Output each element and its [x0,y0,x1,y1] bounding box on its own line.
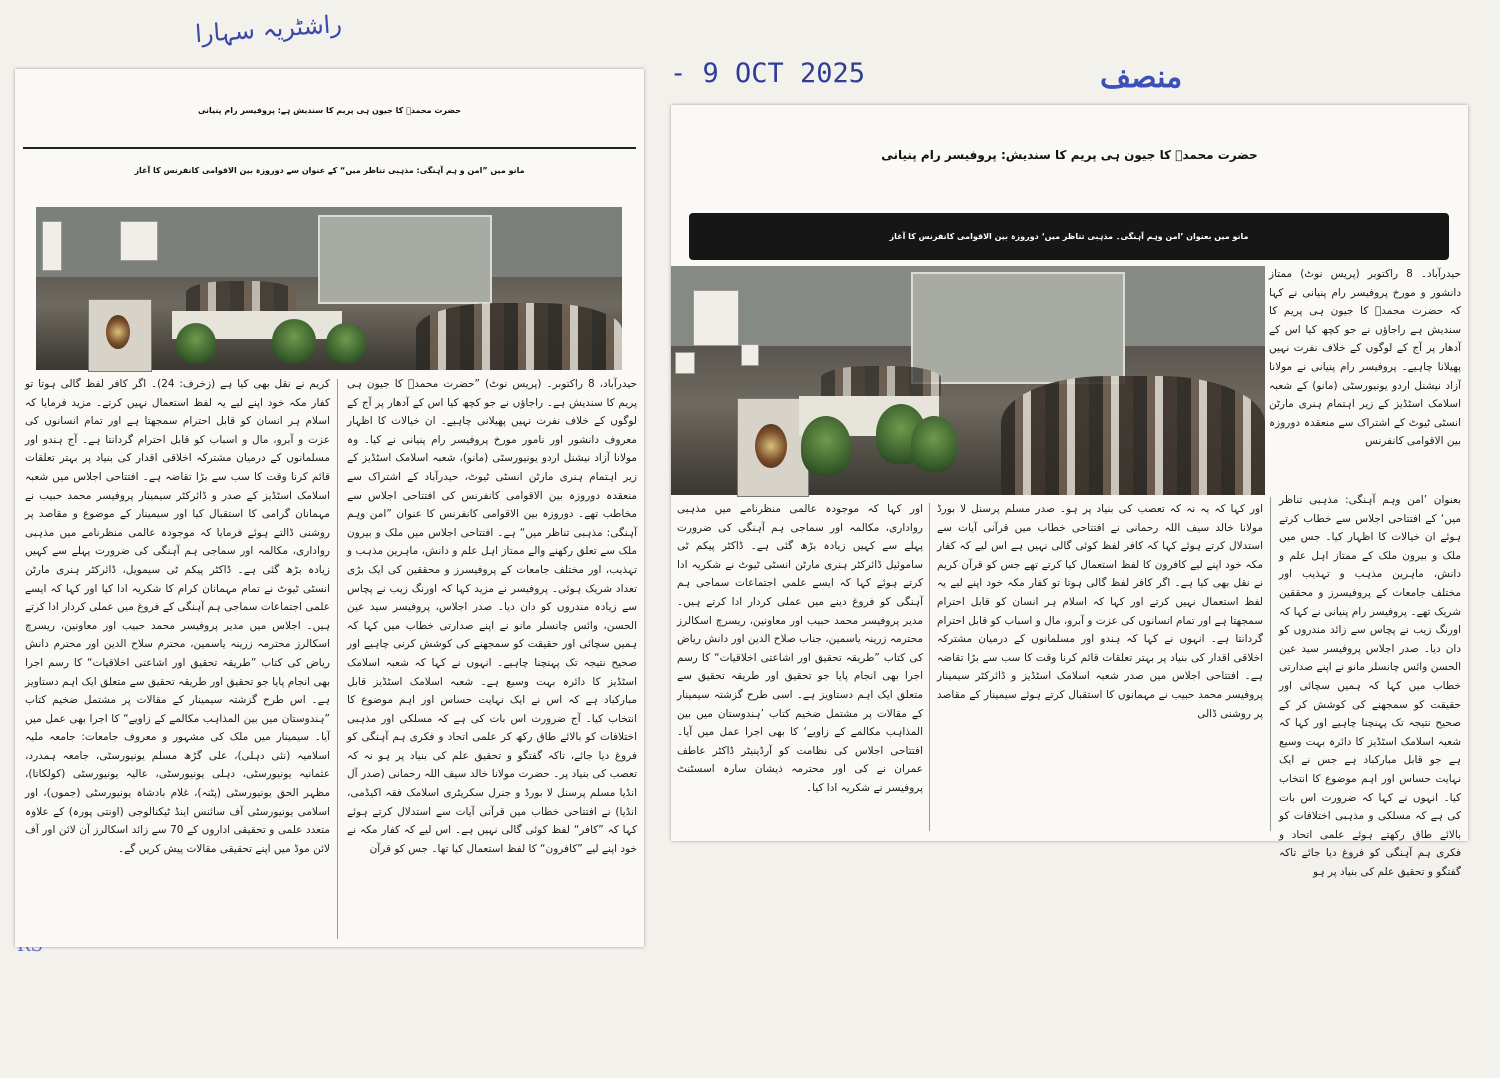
right-headline: حضرت محمدؐ کا جیون ہی پریم کا سندیش: پروفیسر رام پنیانی [881,148,1258,162]
left-photo-audience [416,303,622,370]
right-clipping [671,105,1468,878]
date-stamp: - 9 OCT 2025 [670,58,866,89]
right-photo-projection-screen [911,272,1125,384]
left-col-right: حیدرآباد، 8 راکتوبر۔ (پریس نوٹ) ”حضرت محمدؐ کا جیون ہی پریم کا سندیش ہے۔ راجاؤں نے جو کچھ کیا اس کے آدھار پر آج کے لوگوں کے خلاف نفرت نہیں پھیلانی چاہیے۔ ان خیالات کا اظہار معروف دانشور اور نامور مورخ پروفیسر رام پنیانی نے کیا۔ وہ مولانا آزاد نیشنل اردو یونیورسٹی (مانو)، شعبہ اسلامک اسٹڈیز کے زیر اہتمام ہنری مارٹن انسٹی ٹیوٹ، حیدرآباد کے اشتراک سے منعقدہ دوروزہ بین الاقوامی کانفرنس کی افتتاحی اجلاس سے مخاطب تھے۔ دوروزہ بین الاقوامی کانفرنس کا عنوان ”امن وہم آہنگی: مذہبی تناظر میں“ ہے۔ افتتاحی اجلاس میں ملک و بیرون ملک سے تعلق رکھنے والے ممتاز اہل علم و دانش، ماہرین مذہب و تہذیب، اور مختلف جامعات کے پروفیسرز و محققین کی ایک بڑی تعداد شریک ہوئی۔ پروفیسر نے مزید کہا کہ اورنگ زیب نے پچاس سے زیادہ مندروں کو دان دیا۔ صدر اجلاس، پروفیسر سید عین الحسن، وائس چانسلر مانو نے اپنے صدارتی خطاب میں کہا کہ ہمیں سچائی اور حقیقت کو سمجھنے کی کوشش کرنی چاہیے اور صحیح نتیجہ تک پہنچنا چاہیے۔ انہوں نے کہا کہ شعبہ اسلامک اسٹڈیز کا دائرہ بہت وسیع ہے۔ شعبہ اسلامک اسٹڈیز قابل مبارکباد ہے کہ اس نے ایک نہایت حساس اور اہم موضوع کا انتخاب کیا۔ آج ضرورت اس بات کی ہے کہ مسلکی اور مذہبی اختلافات کو بالائے طاق رکھ کر علمی اتحاد و فکری ہم آہنگی کو فروغ دیا جائے، تاکہ گفتگو و تحقیق علم کی بنیاد پر ہو نہ کہ تعصب کی بنیاد پر۔ حضرت مولانا خالد سیف اللہ رحمانی (صدر آل انڈیا مسلم پرسنل لا بورڈ و جنرل سکریٹری اسلامک فقہ اکیڈمی، انڈیا) نے افتتاحی خطاب میں قرآنی آیات سے استدلال کرتے ہوئے کہا کہ ”کافر“ لفظ کوئی گالی نہیں ہے۔ اس لیے کہ کفار مکہ نے خود اپنے لیے ”کافرون“ کا لفظ استعمال کیا تھا۔ جس کو قرآن [347,378,638,855]
right-photo-banner [693,290,739,346]
left-conference-photo [36,207,622,370]
right-col-3: اور کہا کہ موجودہ عالمی منظرنامے میں مذہبی رواداری، مکالمہ اور سماجی ہم آہنگی کی ضرورت پہلے سے کہیں زیادہ بڑھ گئی ہے۔ ڈاکٹر پیکم ٹی ساموئیل ڈائرکٹر ہنری مارٹن انسٹی ٹیوٹ نے شکریہ ادا کرتے ہوئے کہا کہ ایسے علمی اجتماعات سماجی ہم آہنگی کو فروغ دینے میں عملی کردار ادا کرتے ہیں۔ مدیر پروفیسر محمد حبیب اور معاونین، ریسرچ اسکالرز محترمہ زرینہ یاسمین، جناب صلاح الدین اور دانش ریاض کی کتاب ”طریقہ تحقیق اور اشاعتی اخلاقیات“ کا رسم اجرا بھی انجام پایا جو تحقیق اور طریقہ تحقیق سے متعلق ایک اہم دستاویز ہے۔ اسی طرح گزشتہ سیمینار کے مقالات پر مشتمل ضخیم کتاب ’ہندوستان میں بین المذاہب مکالمے کے زاویے‘ کا بھی اجرا عمل میں آیا۔ افتتاحی اجلاس کی نظامت کو آرڈینیٹر ڈاکٹر عاطف عمران نے کی اور محترمہ ذیشان سارہ اسسٹنٹ پروفیسر نے شکریہ ادا کیا۔ [677,503,923,794]
left-headline: حضرت محمدؐ کا جیون ہی پریم کا سندیش ہے: پروفیسر رام پنیانی [197,106,462,115]
right-conference-photo [671,266,1265,495]
left-col-left: کریم نے نقل بھی کیا ہے (زخرف: 24)۔ اگر کافر لفظ گالی ہوتا تو کفار مکہ خود اپنے لیے یہ لفظ استعمال نہیں کرتے۔ مزید فرمایا کہ اسلام ہر انسان کو قابل احترام سمجھتا ہے اور تمام انسانوں کی عزت و آبرو، مال و اسباب کو قابل احترام گردانتا ہے۔ آج ہندو اور مسلمانوں کے درمیان مشترکہ اخلاقی اقدار کی بنیاد پر بہتر تعلقات قائم کرنا وقت کا سب سے بڑا تقاضہ ہے۔ افتتاحی اجلاس میں شعبہ اسلامک اسٹڈیز کے صدر و ڈائرکٹر سیمینار پروفیسر محمد حبیب نے مہمانان گرامی کا استقبال کیا اور سیمینار کے موضوع و مقاصد پر روشنی ڈالتے ہوئے فرمایا کہ موجودہ عالمی منظرنامے میں مذہبی رواداری، مکالمہ اور سماجی ہم آہنگی کی ضرورت پہلے سے کہیں زیادہ بڑھ گئی ہے۔ ڈاکٹر پیکم ٹی سیمویل، ڈائرکٹر ہنری مارٹن انسٹی ٹیوٹ نے تمام مہمانان کرام کا شکریہ ادا کیا اور کہا کہ ایسے علمی اجتماعات سماجی ہم آہنگی کے فروغ میں عملی کردار ادا کرتے ہیں۔ اجلاس میں مدیر پروفیسر محمد حبیب اور معاونین، ریسرچ اسکالرز محترمہ زرینہ یاسمین، محترم سلاح الدین اور محترم دانش ریاض کی کتاب ”طریقہ تحقیق اور اشاعتی اخلاقیات“ کا رسم اجرا بھی انجام پایا جو تحقیق اور طریقہ تحقیق سے متعلق ایک اہم دستاویز ہے۔ اس طرح گزشتہ سیمینار کے مقالات پر مشتمل ضخیم کتاب ”ہندوستان میں بین المذاہب مکالمے کے زاویے“ کا اجرا بھی عمل میں آیا۔ سیمینار میں ملک کی مشہور و معروف جامعات: جامعہ ملیہ اسلامیہ (نئی دہلی)، علی گڑھ مسلم یونیورسٹی، جامعہ ہمدرد، عثمانیہ یونیورسٹی، دہلی یونیورسٹی، عالیہ یونیورسٹی (کولکاتا)، مظہر الحق یونیورسٹی (پٹنہ)، غلام بادشاہ یونیورسٹی (جموں)، اور اسلامی یونیورسٹی آف سائنس اینڈ ٹیکنالوجی (اونتی پورہ) کے علاوہ متعدد علمی و تحقیقی اداروں کے 70 سے زائد اسکالرز آن لائن اور آف لائن موڈ میں اپنے تحقیقی مقالات پیش کریں گے۔ [25,378,331,855]
left-clipping [15,69,644,947]
right-col-2: اور کہا کہ یہ نہ کہ تعصب کی بنیاد پر ہو۔ صدر مسلم پرسنل لا بورڈ مولانا خالد سیف اللہ رحمانی نے افتتاحی خطاب میں قرآنی آیات سے استدلال کرتے ہوئے کہا کہ کافر لفظ کوئی گالی نہیں ہے اس لیے کہ کفار مکہ خود اپنے لیے کافرون کا لفظ استعمال کیا کرتے تھے جس کو قرآن کریم نے نقل بھی کیا ہے۔ اگر کافر لفظ گالی ہوتا تو کفار مکہ خود اپنے لیے یہ لفظ استعمال نہیں کرتے اور کہا کہ اسلام ہر انسان کو قابل احترام سمجھتا ہے اور تمام انسانوں کی عزت و آبرو، مال و اسباب کو قابل احترام گردانتا ہے۔ انہوں نے کہا کہ ہندو اور مسلمانوں کے درمیان مشترکہ اخلاقی اقدار کی بنیاد پر بہتر تعلقات قائم کرنا وقت کا سب سے بڑا تقاضہ ہے۔ افتتاحی اجلاس میں صدر شعبہ اسلامک اسٹڈیز و ڈائرکٹر سیمینار پروفیسر محمد حبیب نے مہمانوں کا استقبال کرتے ہوئے سیمینار کے مقاصد پر روشنی ڈالی [937,503,1263,720]
left-photo-projection-screen [318,215,492,304]
right-photo-crest [755,424,787,468]
right-col-side: حیدرآباد۔ 8 راکتوبر (پریس نوٹ) ممتاز دانشور و مورخ پروفیسر رام پنیانی نے کہا کہ حضرت محمدؐ کا جیون ہی پریم کا سندیش ہے راجاؤں نے جو کچھ کیا اس کے آدھار پر آج کے لوگوں کے خلاف نفرت نہیں پھیلانا چاہیے۔ پروفیسر رام پنیانی نے مولانا آزاد نیشنل اردو یونیورسٹی (مانو) کے شعبہ اسلامک اسٹڈیز کے زیر اہتمام ہنری مارٹن انسٹی ٹیوٹ کے اشتراک سے منعقدہ دوروزہ بین الاقوامی کانفرنس [1269,268,1461,448]
left-col-divider [337,379,338,939]
right-col-1: بعنوان ’امن وہم آہنگی: مذہبی تناظر میں‘ کے افتتاحی اجلاس سے خطاب کرتے ہوئے ان خیالات کا اظہار کیا۔ جس میں ملک و بیرون ملک کے ممتاز اہل علم و دانش، ماہرین مذہب و تہذیب اور مختلف جامعات کے پروفیسرز و محققین شریک تھے۔ پروفیسر رام پنیانی نے کہا کہ اورنگ زیب نے پچاس سے زائد مندروں کو دان دیا۔ صدر اجلاس پروفیسر سید عین الحسن وائس چانسلر مانو نے اپنے صدارتی خطاب میں کہا کہ ہمیں سچائی اور حقیقت کو سمجھنے کی کوشش کر کے صحیح نتیجہ تک پہنچنا چاہیے اور کہا کہ شعبہ اسلامک اسٹڈیز کا دائرہ بہت وسیع ہے جو قابل مبارکباد ہے جس نے ایک نہایت حساس اور اہم موضوع کا انتخاب کیا۔ انہوں نے کہا کہ ضرورت اس بات کی ہے کہ مسلکی و مذہبی اختلافات کو بالائے طاق رکھتے ہوئے علمی اتحاد و فکری ہم آہنگی کو فروغ دیا جائے تاکہ گفتگو و تحقیق علم کی بنیاد پر ہو [1279,494,1461,878]
right-photo-audience [1001,376,1265,495]
right-subheadline-bar: مانو میں بعنوان ’امن وہم آہنگی۔ مذہبی تناظر میں‘ دوروزہ بین الاقوامی کانفرنس کا آغاز [689,213,1449,260]
left-subheadline: مانو میں ”امن و ہم آہنگی: مذہبی تناظر میں“ کے عنوان سے دوروزہ بین الاقوامی کانفرنس کا آغاز [134,166,525,175]
left-headline-rule [23,147,636,149]
left-photo-crest [106,315,130,349]
left-paper-name-handwritten: راشٹریہ سہارا [194,9,343,49]
right-paper-name-handwritten: منصف [1100,60,1183,95]
left-photo-banner [42,221,62,271]
